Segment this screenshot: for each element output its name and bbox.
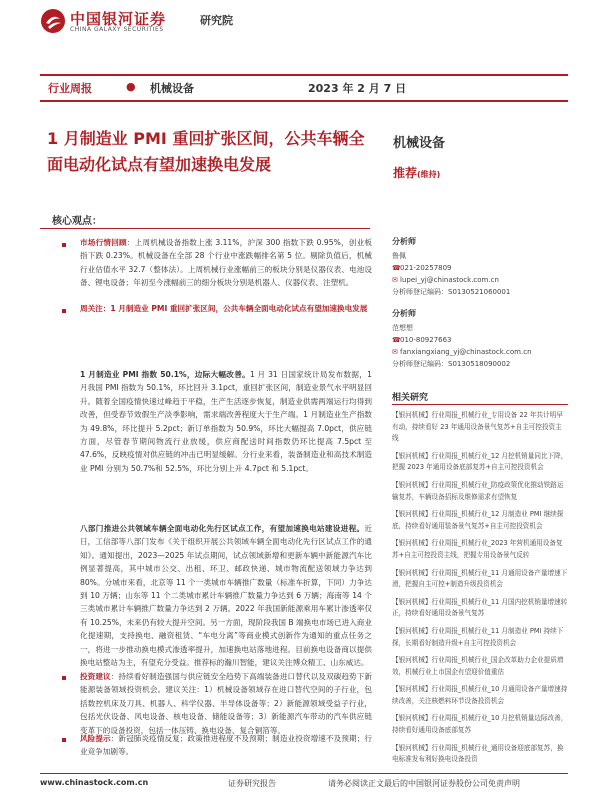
related-research-item[interactable]: 【银河机械】行业周报_机械行业_12 月挖机销量同比下降，把握 2023 年通用设备底部复苏+自主可控投资机会 <box>392 451 568 472</box>
rating-badge <box>393 164 440 181</box>
footer-center: 证券研究报告 <box>228 779 276 788</box>
related-research-item[interactable]: 【银河机械】行业周报_机械行业_11 月通用设备产量增速下滑，把握自主可控+制造升级投资机会 <box>392 568 568 589</box>
report-industry: 机械设备 <box>150 82 194 95</box>
header-bottom-rule <box>40 100 568 102</box>
related-research-item[interactable]: 【银河机械】行业周报_机械行业_防疫政策优化推动铁路运输复苏，车辆设备招标及维修需求有望恢复 <box>392 480 564 501</box>
company-name-en: CHINA GALAXY SECURITIES <box>70 26 164 33</box>
related-research-list <box>392 410 568 772</box>
bullet-icon <box>62 738 66 742</box>
phone-icon: ☎ <box>392 336 401 344</box>
bullet-icon <box>62 309 66 313</box>
analyst-1-name: 鲁佩 <box>392 252 406 260</box>
phone-icon: ☎ <box>392 264 401 272</box>
related-research-item[interactable]: 【银河机械】行业周报_机械行业_通用设备迎底部复苏，换电标准发布利好换电设备投资 <box>392 743 564 764</box>
risk-paragraph <box>80 732 372 759</box>
related-rule <box>392 404 568 405</box>
analyst-label: 分析师 <box>392 309 416 318</box>
cert-label: 分析师登记编码： <box>392 360 448 368</box>
market-review-text: ：上周机械设备指数上涨 3.11%，沪深 300 指数下跌 0.95%，创业板指下跌 0.23%。机械设备在全部 28 个行业中涨跌幅排名第 5 位。剔除负值后，机械行业估值水平 32.7（整体法）。上周机械行业涨幅前三的板块分别是仪器仪表、电池设备、锂电设备；年初至今涨幅前三的细分板块分别是机器人、仪器仪表、注塑机。 <box>80 238 373 288</box>
market-review-paragraph <box>80 236 372 290</box>
ev-lead: 八部门推进公共领域车辆全面电动化先行区试点工作，有望加速换电站建设进程。 <box>80 524 365 533</box>
related-research-item[interactable]: 【银河机械】行业周报_机械行业_2023 年营机通用设备复苏+自主可控投资主线，把握专用设备景气反转 <box>392 539 563 559</box>
related-research-item[interactable]: 【银河机械】行业周报_机械行业_国企改革助力企业提质增效，机械行业上市国企有望迎价值重估 <box>392 656 564 676</box>
company-name: 中国银河证券 <box>70 10 167 28</box>
side-industry: 机械设备 <box>393 136 446 151</box>
institute-label: 研究院 <box>200 14 233 27</box>
analyst-2-phone: 010-80927663 <box>400 336 452 344</box>
related-research-item[interactable]: 【银河机械】行业周报_机械行业_11 月制造业 PMI 持续下探，长期看好制造升级+自主可控投资机会 <box>392 626 564 647</box>
bullet-dot-icon: ● <box>126 80 136 93</box>
analyst-2-email[interactable]: fanxiangxiang_yj@chinastock.com.cn <box>400 348 532 356</box>
weekly-focus-abstract: 周关注：1 月制造业 PMI 重回扩张区间，公共车辆全面电动化试点有望加速换电发展 <box>80 304 368 313</box>
email-icon: ✉ <box>392 276 398 284</box>
report-type: 行业周报 <box>48 82 92 95</box>
ev-paragraph <box>80 522 372 669</box>
rating-sub: (维持) <box>417 170 441 179</box>
ev-text: 近日，工信部等八部门发布《关于组织开展公共领域车辆全面电动化先行区试点工作的通知》。通知提出，2023—2025 年试点期间，试点领域新增和更新车辆中新能源汽车比例显著提高，其中城市公交、出租、环卫、邮政快递、城市物流配送领域力争达到 80%。分城市来看，北京等 11 个一类城市车辆推广数量（标准车折算，下同）力争达到 10 万辆；山东等 11 个二类城市累计车辆推广数量力争达到 6 万辆；海南等 14 个三类城市累计车辆推广数量力争达到 2 万辆。2022 年我国新能源乘用车累计渗透率仅有 10.25%，未来仍有较大提升空间。另一方面，现阶段我国 B 端换电市场已进入商业化提速期，支持换电、融资租赁、“车电分离”等商业模式创新作为通知的重点任务之一，将进一步推动换电模式渗透率提升，加速换电站落地进程。目前换电设备商以提供换电站整站为主，有望充分受益。推荐标的瀚川智能，建议关注博众精工、山东威达。 <box>80 524 372 668</box>
investment-paragraph <box>80 670 372 737</box>
related-research-item[interactable]: 【银河机械】行业周报_机械行业_11 月国内挖机销量增速转正，持续看好通用设备景气复苏 <box>392 597 568 618</box>
header-top-rule <box>40 74 568 76</box>
report-date: 2023 年 2 月 7 日 <box>308 82 407 95</box>
related-research-item[interactable]: 【银河机械】行业周报_机械行业_专用设备 22 年共计明早有动，持续看好 23 年通用设备景气复苏+自主可控投资主线 <box>392 411 563 443</box>
footer-disclaimer: 请务必阅读正文最后的中国银河证券股份公司免责声明 <box>328 779 520 788</box>
core-viewpoint-label: 核心观点： <box>52 216 102 227</box>
analyst-1-info <box>392 250 510 298</box>
analyst-1-phone: 021-20257809 <box>400 264 452 272</box>
risk-text: ：新冠肺炎疫情反复；政策推进程度不及预期；制造业投资增速不及预期；行业竞争加剧等。 <box>80 734 372 757</box>
pmi-text: 1 月 31 日国家统计局发布数据，1 月我国 PMI 指数为 50.1%，环比回升 3.1pct，重回扩张区间，制造业景气水平明显回升。随着全国疫情快速过峰趋于平稳，生产生活逐步恢复，制造业供需两端运行均得到改善，但受春节效假生产淡季影响，需求端改善程度大于生产端。1 月制造业生产指数为 49.8%，环比提升 5.2pct；新订单指数为 50.9%，环比大幅提高 7.0pct，供应链方面，尽管春节期间物流行业放缓，供应商配送时间指数仍环比提高 7.5pct 至 47.6%，反映疫情对供应链的冲击已明显缓解。分行业来看，装备制造业和高技术制造业 PMI 分别为 50.7%和 52.5%，环比分别上升 4.7pct 和 5.1pct。 <box>80 370 372 473</box>
pmi-lead: 1 月制造业 PMI 指数 50.1%，边际大幅改善。 <box>80 370 250 379</box>
galaxy-logo-icon <box>40 8 66 34</box>
report-title: 1 月制造业 PMI 重回扩张区间，公共车辆全面电动化试点有望加速换电发展 <box>47 129 365 174</box>
related-research-item[interactable]: 【银河机械】行业周报_机械行业_12 月制造业 PMI 继续探底，持续看好通用装备景气复苏+自主可控投资机会 <box>392 510 564 530</box>
analyst-2-name: 范想想 <box>392 324 413 332</box>
bullet-icon <box>62 676 66 680</box>
related-research-item[interactable]: 【银河机械】行业周报_机械行业_10 月挖机销量边际改善，持续看好通用设备底部复苏 <box>392 714 568 735</box>
footer-rule <box>40 773 568 774</box>
email-icon: ✉ <box>392 348 398 356</box>
investment-text: ：持续看好制造强国与供应链安全趋势下高端装备进口替代以及双碳趋势下新能源装备领域投资机会。建议关注：1）机械设备领域存在进口替代空间的子行业，包括数控机床及刀具、机器人、科学仪器、半导体设备等；2）新能源领域受益子行业，包括光伏设备、风电设备、核电设备、储能设备等；3）新能源汽车带动的汽车供应链变革下的设备投资，包括一体压铸、换电设备、复合铜箔等。 <box>80 672 372 735</box>
analyst-2-info <box>392 322 532 370</box>
bullet-icon <box>62 243 66 247</box>
related-research-item[interactable]: 【银河机械】行业周报_机械行业_10 月通用设备产量增速持续改善，关注核燃料环节设备投资机会 <box>392 685 568 705</box>
risk-label: 风险提示 <box>80 734 111 743</box>
analyst-1-cert: S0130521060001 <box>448 288 511 296</box>
footer-website[interactable]: www.chinastock.com.cn <box>40 778 149 787</box>
cert-label: 分析师登记编码： <box>392 288 448 296</box>
related-research-label: 相关研究 <box>392 393 429 403</box>
core-rule <box>40 228 370 229</box>
analyst-label: 分析师 <box>392 237 416 246</box>
report-meta-bar <box>40 80 568 98</box>
analyst-2-cert: S0130518090002 <box>448 360 511 368</box>
logo-header <box>40 6 560 34</box>
pmi-paragraph <box>80 368 372 475</box>
rating-value: 推荐 <box>393 166 418 180</box>
analyst-1-email[interactable]: lupei_yj@chinastock.com.cn <box>400 276 499 284</box>
market-review-label: 市场行情回顾 <box>80 238 127 247</box>
investment-label: 投资建议 <box>80 672 111 681</box>
